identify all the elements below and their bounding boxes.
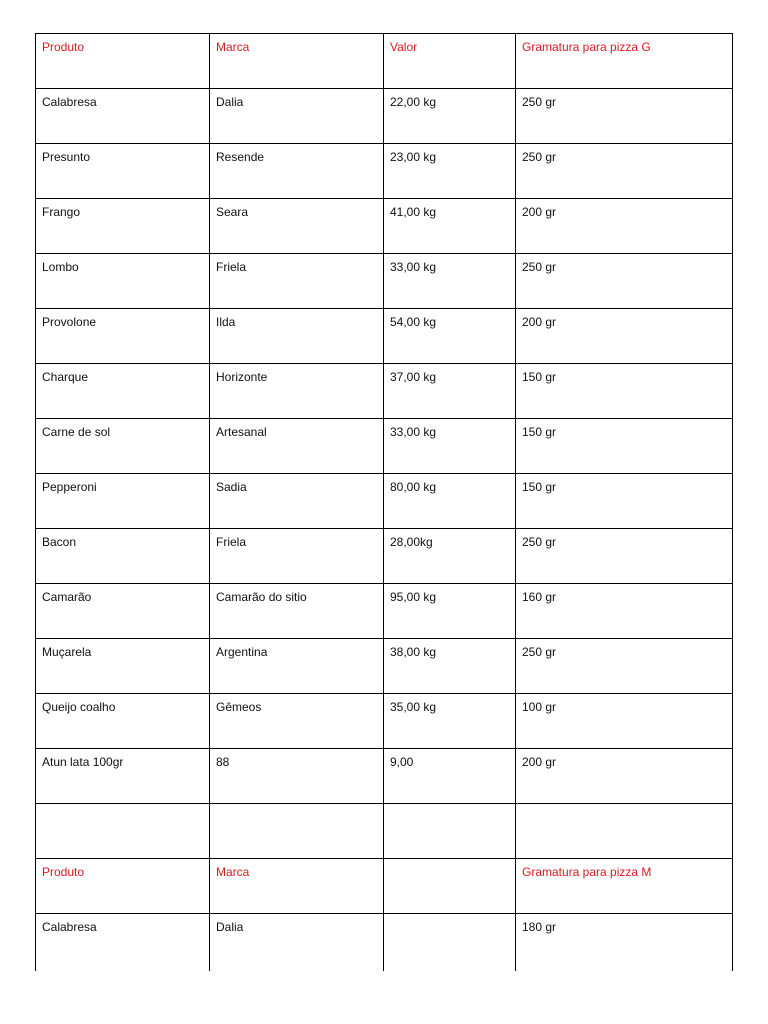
cell-marca: Resende	[210, 144, 384, 199]
cell-gramatura: 200 gr	[516, 749, 733, 804]
cell-gramatura: 200 gr	[516, 199, 733, 254]
table-row	[36, 309, 733, 364]
cell-valor: 54,00 kg	[384, 309, 516, 364]
header-cell-produto: Produto	[36, 859, 210, 914]
cell-produto: Calabresa	[36, 89, 210, 144]
cell-marca: Sadia	[210, 474, 384, 529]
cell-valor: 95,00 kg	[384, 584, 516, 639]
cell-produto: Camarão	[36, 584, 210, 639]
table-row	[36, 89, 733, 144]
table-row	[36, 144, 733, 199]
cell-marca: Ilda	[210, 309, 384, 364]
ingredients-table	[35, 33, 733, 971]
cell-marca: Dalia	[210, 89, 384, 144]
table-row	[36, 914, 733, 971]
cell-gramatura: 100 gr	[516, 694, 733, 749]
table-row	[36, 694, 733, 749]
cell-valor: 33,00 kg	[384, 254, 516, 309]
cell-blank	[36, 804, 210, 859]
table-header-row-pizza-g	[36, 34, 733, 89]
cell-produto: Atun lata 100gr	[36, 749, 210, 804]
header-cell-gramatura-g: Gramatura para pizza G	[516, 34, 733, 89]
cell-marca: 88	[210, 749, 384, 804]
cell-gramatura: 150 gr	[516, 474, 733, 529]
cell-gramatura: 250 gr	[516, 529, 733, 584]
table-header-row-pizza-m	[36, 859, 733, 914]
cell-marca: Friela	[210, 254, 384, 309]
cell-valor: 37,00 kg	[384, 364, 516, 419]
cell-produto: Carne de sol	[36, 419, 210, 474]
header-cell-marca: Marca	[210, 859, 384, 914]
cell-valor: 41,00 kg	[384, 199, 516, 254]
header-cell-marca: Marca	[210, 34, 384, 89]
table-row	[36, 474, 733, 529]
cell-gramatura: 250 gr	[516, 89, 733, 144]
cell-gramatura: 250 gr	[516, 639, 733, 694]
cell-valor: 80,00 kg	[384, 474, 516, 529]
cell-valor: 23,00 kg	[384, 144, 516, 199]
cell-valor	[384, 914, 516, 971]
cell-produto: Frango	[36, 199, 210, 254]
table-row	[36, 254, 733, 309]
header-cell-valor: Valor	[384, 34, 516, 89]
cell-produto: Queijo coalho	[36, 694, 210, 749]
cell-produto: Lombo	[36, 254, 210, 309]
table-row	[36, 639, 733, 694]
header-cell-produto: Produto	[36, 34, 210, 89]
cell-produto: Bacon	[36, 529, 210, 584]
cell-produto: Provolone	[36, 309, 210, 364]
cell-valor: 33,00 kg	[384, 419, 516, 474]
cell-marca: Dalia	[210, 914, 384, 971]
table-row	[36, 749, 733, 804]
cell-gramatura: 150 gr	[516, 364, 733, 419]
header-cell-gramatura-m: Gramatura para pizza M	[516, 859, 733, 914]
cell-valor: 38,00 kg	[384, 639, 516, 694]
cell-marca: Argentina	[210, 639, 384, 694]
cell-gramatura: 150 gr	[516, 419, 733, 474]
cell-marca: Artesanal	[210, 419, 384, 474]
table-row	[36, 529, 733, 584]
cell-marca: Gêmeos	[210, 694, 384, 749]
cell-marca: Friela	[210, 529, 384, 584]
cell-marca: Horizonte	[210, 364, 384, 419]
cell-marca: Seara	[210, 199, 384, 254]
cell-produto: Muçarela	[36, 639, 210, 694]
header-cell-empty	[384, 859, 516, 914]
cell-gramatura: 200 gr	[516, 309, 733, 364]
cell-gramatura: 250 gr	[516, 254, 733, 309]
cell-produto: Pepperoni	[36, 474, 210, 529]
cell-valor: 28,00kg	[384, 529, 516, 584]
cell-produto: Calabresa	[36, 914, 210, 971]
cell-blank	[516, 804, 733, 859]
cell-marca: Camarão do sitio	[210, 584, 384, 639]
table-row-blank	[36, 804, 733, 859]
cell-produto: Presunto	[36, 144, 210, 199]
cell-produto: Charque	[36, 364, 210, 419]
cell-valor: 9,00	[384, 749, 516, 804]
cell-blank	[210, 804, 384, 859]
cell-blank	[384, 804, 516, 859]
cell-gramatura: 250 gr	[516, 144, 733, 199]
table-row	[36, 419, 733, 474]
cell-gramatura: 160 gr	[516, 584, 733, 639]
table-row	[36, 364, 733, 419]
cell-valor: 35,00 kg	[384, 694, 516, 749]
cell-gramatura: 180 gr	[516, 914, 733, 971]
cell-valor: 22,00 kg	[384, 89, 516, 144]
table-row	[36, 199, 733, 254]
table-row	[36, 584, 733, 639]
